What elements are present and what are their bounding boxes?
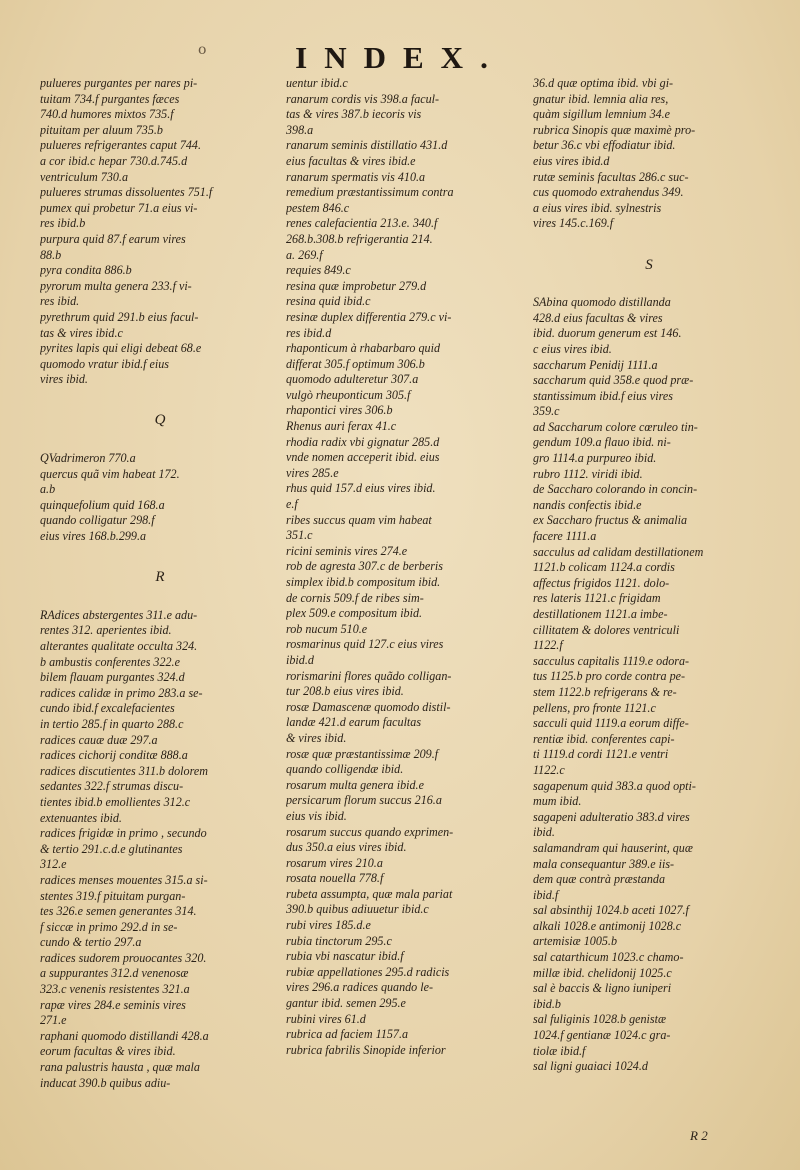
index-entry-line: QVadrimeron 770.a	[40, 451, 136, 466]
index-entry-line: persicarum florum succus 216.a	[286, 793, 442, 808]
index-entry-line: 359.c	[533, 404, 560, 419]
index-entry-line: vires ibid.	[40, 372, 88, 387]
index-entry-line: rubia tinctorum 295.c	[286, 933, 392, 948]
index-entry-line: 323.c venenis resistentes 321.a	[40, 982, 190, 997]
index-entry-line: raphani quomodo distillandi 428.a	[40, 1028, 209, 1043]
index-entry-line: mala consequantur 389.e iis-	[533, 856, 675, 871]
index-entry-line	[40, 435, 280, 451]
index-entry-line: gnatur ibid. lemnia alia res,	[533, 91, 669, 106]
index-entry-line: stentes 319.f pituitam purgan-	[40, 888, 186, 903]
index-entry-line: rorismarini flores quãdo colligan-	[286, 668, 452, 683]
index-entry-line: 390.b quibus adiuuetur ibid.c	[286, 902, 429, 917]
index-entry-line: tes 326.e semen generantes 314.	[40, 904, 197, 919]
index-entry-line: tas & vires ibid.c	[40, 325, 123, 340]
index-entry-line: pyrites lapis qui eligi debeat 68.e	[40, 341, 202, 356]
page-title: INDEX.	[295, 40, 505, 75]
index-entry-line: ribes succus quam vim habeat	[286, 512, 432, 527]
index-entry-line: a cor ibid.c hepar 730.d.745.d	[40, 153, 188, 168]
index-entry-line: 351.c	[286, 528, 313, 543]
index-entry-line: radices calidæ in primo 283.a se-	[40, 685, 203, 700]
index-entry-line: tus 1125.b pro corde contra pe-	[533, 669, 686, 684]
index-entry-line: rubeta assumpta, quæ mala pariat	[286, 886, 453, 901]
index-entry-line: rob de agresta 307.c de berberis	[286, 559, 443, 574]
index-entry-line: b ambustis conferentes 322.e	[40, 654, 180, 669]
index-entry-line: pituitam per aluum 735.b	[40, 122, 163, 137]
index-entry-line: a.b	[40, 482, 56, 497]
index-entry-line	[40, 545, 280, 561]
index-entry-line: RAdices abstergentes 311.e adu-	[40, 607, 198, 622]
index-entry-line: simplex ibid.b compositum ibid.	[286, 575, 441, 589]
index-entry-line: in tertio 285.f in quarto 288.c	[40, 716, 184, 731]
index-entry-line: nandis confectis ibid.e	[533, 497, 642, 512]
index-entry-line: cundo ibid.f excalefacientes	[40, 701, 175, 716]
index-entry-line: ibid. duorum generum est 146.	[533, 326, 682, 341]
index-entry-line: 36.d quæ optima ibid. vbi gi-	[533, 76, 674, 90]
index-entry-line: SAbina quomodo distillanda	[533, 295, 671, 310]
index-entry-line: alterantes qualitate occulta 324.	[40, 639, 198, 653]
index-entry-line: rutæ seminis facultas 286.c suc-	[533, 169, 689, 184]
index-entry-line: 1024.f gentianæ 1024.c gra-	[533, 1028, 671, 1043]
index-entry-line: gantur ibid. semen 295.e	[286, 996, 406, 1011]
index-entry-line: rubini vires 61.d	[286, 1011, 366, 1026]
index-entry-line: tientes ibid.b emollientes 312.c	[40, 794, 191, 809]
index-entry-line: dem quæ contrà præstanda	[533, 872, 666, 887]
index-entry-line: gendum 109.a flauo ibid. ni-	[533, 435, 671, 450]
index-entry-line: inducat 390.b quibus adiu-	[40, 1075, 171, 1090]
index-entry-line: dus 350.a eius vires ibid.	[286, 840, 407, 855]
index-entry-line: rosæ quæ præstantissimæ 209.f	[286, 746, 439, 761]
index-entry-line: rosarum succus quando exprimen-	[286, 824, 454, 839]
index-entry-line: gro 1114.a purpureo ibid.	[533, 451, 657, 466]
index-entry-line: rubrica ad faciem 1157.a	[286, 1027, 409, 1042]
index-entry-line: rhapontici vires 306.b	[286, 403, 393, 418]
index-entry-line: stem 1122.b refrigerans & re-	[533, 684, 677, 699]
index-entry-line: renes calefacientia 213.e. 340.f	[286, 216, 438, 231]
index-entry-line: saccharum quid 358.e quod præ-	[533, 373, 694, 388]
index-entry-line: resinæ duplex differentia 279.c vi-	[286, 309, 452, 324]
index-entry-line: ibid.f	[533, 887, 559, 902]
index-entry-line: tiolæ ibid.f	[533, 1043, 586, 1058]
index-entry-line: rana palustris hausta , quæ mala	[40, 1060, 200, 1075]
index-entry-line: & vires ibid.	[286, 730, 347, 745]
index-entry-line: de cornis 509.f de ribes sim-	[286, 590, 424, 605]
index-entry-line: de Saccharo colorando in concin-	[533, 482, 698, 497]
index-entry-line: sagapenum quid 383.a quod opti-	[533, 778, 696, 793]
index-entry-line: 88.b	[40, 247, 62, 262]
index-entry-line: rubrica fabrilis Sinopide inferior	[286, 1042, 446, 1057]
index-entry-line: rob nucum 510.e	[286, 621, 368, 636]
index-entry-line: f siccæ in primo 292.d in se-	[40, 919, 178, 934]
index-entry-line: eius vis ibid.	[286, 808, 347, 823]
index-entry-line: res ibid.	[40, 294, 80, 309]
index-entry-line	[533, 232, 765, 248]
index-entry-line: 1121.b colicam 1124.a cordis	[533, 560, 675, 575]
index-entry-line: extenuantes ibid.	[40, 810, 122, 825]
index-entry-line: ibid.d	[286, 652, 314, 667]
index-entry-line: rubi vires 185.d.e	[286, 918, 371, 933]
index-entry-line: 1122.f	[533, 638, 563, 653]
index-entry-line: stantissimum ibid.f eius vires	[533, 388, 673, 403]
index-entry-line: sal ligni guaiaci 1024.d	[533, 1059, 648, 1074]
index-entry-line: ventriculum 730.a	[40, 169, 128, 184]
index-entry-line: rosata nouella 778.f	[286, 871, 384, 886]
index-entry-line: mum ibid.	[533, 794, 582, 809]
index-column-1	[40, 76, 280, 1091]
index-entry-line: a eius vires ibid. sylnestris	[533, 200, 662, 215]
index-entry-line: quàm sigillum lemnium 34.e	[533, 107, 671, 122]
index-entry-line: quando colligatur 298.f	[40, 513, 155, 528]
index-entry-line: c eius vires ibid.	[533, 341, 612, 356]
index-entry-line: plex 509.e compositum ibid.	[286, 606, 423, 621]
index-entry-line: ricini seminis vires 274.e	[286, 543, 408, 558]
index-entry-line: ad Saccharum colore cœruleo tin-	[533, 419, 698, 434]
index-entry-line: rubia vbi nascatur ibid.f	[286, 949, 404, 964]
index-entry-line: rubiæ appellationes 295.d radicis	[286, 964, 450, 979]
index-entry-line: resina quid ibid.c	[286, 294, 371, 309]
index-entry-line: radices menses mouentes 315.a si-	[40, 872, 208, 887]
index-entry-line: pumex qui probetur 71.a eius vi-	[40, 200, 198, 215]
printer-mark: o	[198, 42, 207, 58]
index-entry-line: pellens, pro fronte 1121.c	[533, 700, 656, 715]
index-entry-line: ranarum cordis vis 398.a facul-	[286, 91, 440, 106]
index-entry-line: 271.e	[40, 1013, 67, 1028]
index-entry-line: eius facultas & vires ibid.e	[286, 153, 416, 168]
index-entry-line: radices frigidæ in primo , secundo	[40, 826, 207, 841]
index-entry-line: sacculus ad calidam destillationem	[533, 544, 704, 559]
section-letter: Q	[154, 412, 166, 429]
index-entry-line: ibid.b	[533, 996, 561, 1011]
index-entry-line: 428.d eius facultas & vires	[533, 310, 663, 325]
index-entry-line: radices cichorij conditæ 888.a	[40, 748, 188, 763]
index-column-2	[286, 76, 526, 1058]
index-entry-line: differat 305.f optimum 306.b	[286, 356, 425, 371]
index-entry-line: res lateris 1121.c frigidam	[533, 591, 661, 606]
index-entry-line: rhaponticum à rhabarbaro quid	[286, 341, 440, 356]
index-entry-line: vulgò rheuponticum 305.f	[286, 387, 411, 402]
index-entry-line: salamandram qui hauserint, quæ	[533, 840, 693, 855]
index-entry-line: Rhenus auri ferax 41.c	[286, 419, 397, 434]
index-entry-line: affectus frigidos 1121. dolo-	[533, 575, 670, 590]
index-entry-line: vires 285.e	[286, 465, 339, 480]
catchword: R 2	[690, 1128, 708, 1143]
index-entry-line: ranarum seminis distillatio 431.d	[286, 138, 448, 153]
index-entry-line	[533, 280, 765, 296]
index-entry-line: pulueres purgantes per nares pi-	[40, 76, 198, 90]
index-entry-line: sacculus capitalis 1119.e odora-	[533, 653, 690, 668]
index-entry-line: destillationem 1121.a imbe-	[533, 607, 668, 621]
index-entry-line: e.f	[286, 497, 298, 512]
index-entry-line: pyra condita 886.b	[40, 263, 132, 278]
index-entry-line: purpura quid 87.f earum vires	[40, 231, 186, 246]
index-entry-line: tur 208.b eius vires ibid.	[286, 684, 404, 699]
index-entry-line: requies 849.c	[286, 263, 351, 278]
index-entry-line: uentur ibid.c	[286, 76, 348, 90]
index-entry-line: cillitatem & dolores ventriculi	[533, 622, 680, 637]
index-column-3	[533, 76, 765, 1075]
index-entry-line: quinquefolium quid 168.a	[40, 497, 165, 512]
index-entry-line: landæ 421.d earum facultas	[286, 715, 422, 730]
index-entry-line: quando colligendæ ibid.	[286, 762, 404, 777]
index-entry-line: eorum facultas & vires ibid.	[40, 1044, 176, 1059]
index-entry-line: radices cauæ duæ 297.a	[40, 732, 158, 747]
index-entry-line: sacculi quid 1119.a eorum diffe-	[533, 716, 689, 731]
index-entry-line: saccharum Penidij 1111.a	[533, 357, 658, 372]
index-entry-line: cundo & tertio 297.a	[40, 935, 142, 950]
index-entry-line: betur 36.c vbi effodiatur ibid.	[533, 138, 676, 153]
index-entry-line	[40, 388, 280, 404]
index-entry-line: sagapeni adulteratio 383.d vires	[533, 809, 690, 824]
index-entry-line: pulueres strumas dissoluentes 751.f	[40, 185, 213, 200]
index-entry-line: rubro 1112. viridi ibid.	[533, 466, 643, 481]
index-entry-line: pestem 846.c	[286, 200, 350, 215]
index-entry-line: 268.b.308.b refrigerantia 214.	[286, 231, 433, 246]
index-entry-line: facere 1111.a	[533, 529, 597, 544]
index-entry-line: vires 296.a radices quando le-	[286, 980, 434, 995]
index-entry-line: ti 1119.d cordi 1121.e ventri	[533, 747, 669, 762]
index-entry-line: 740.d humores mixtos 735.f	[40, 107, 174, 122]
index-entry-line: rentiæ ibid. conferentes capi-	[533, 731, 675, 746]
index-entry-line: sal è baccis & ligno iuniperi	[533, 981, 672, 996]
index-entry-line: rosarum multa genera ibid.e	[286, 777, 424, 792]
index-entry-line: sal absinthij 1024.b aceti 1027.f	[533, 903, 689, 918]
index-entry-line: rosæ Damascenæ quomodo distil-	[286, 699, 451, 714]
index-entry-line: quomodo vratur ibid.f eius	[40, 356, 169, 371]
index-entry-line: artemisiæ 1005.b	[533, 934, 617, 949]
index-entry-line: tuitam 734.f purgantes fæces	[40, 91, 180, 106]
index-entry-line: sedantes 322.f strumas discu-	[40, 779, 184, 794]
index-entry-line: rapæ vires 284.e seminis vires	[40, 997, 186, 1012]
index-entry-line: pyrethrum quid 291.b eius facul-	[40, 309, 199, 324]
index-entry-line: 312.e	[40, 857, 67, 872]
index-entry-line: 1122.c	[533, 762, 565, 777]
index-entry-line	[40, 592, 280, 608]
index-entry-line: rubrica Sinopis quæ maximè pro-	[533, 122, 696, 137]
index-entry-line: radices discutientes 311.b dolorem	[40, 763, 208, 778]
index-entry-line: res ibid.d	[286, 325, 332, 340]
index-entry-line: millæ ibid. chelidonij 1025.c	[533, 965, 672, 980]
index-entry-line: eius vires 168.b.299.a	[40, 529, 147, 544]
index-entry-line: a suppurantes 312.d venenosæ	[40, 966, 189, 981]
section-letter: S	[645, 256, 653, 273]
index-entry-line: sal fuliginis 1028.b genistæ	[533, 1012, 667, 1027]
index-entry-line: vnde nomen acceperit ibid. eius	[286, 450, 440, 465]
index-entry-line: tas & vires 387.b iecoris vis	[286, 107, 422, 122]
index-entry-line: radices sudorem prouocantes 320.	[40, 950, 207, 965]
index-entry-line: bilem flauam purgantes 324.d	[40, 670, 185, 685]
index-entry-line: rosarum vires 210.a	[286, 855, 383, 870]
index-entry-line: ex Saccharo fructus & animalia	[533, 513, 688, 528]
index-entry-line: quomodo adulteretur 307.a	[286, 372, 419, 387]
index-entry-line: eius vires ibid.d	[533, 153, 610, 168]
index-entry-line: rentes 312. aperientes ibid.	[40, 623, 172, 638]
index-entry-line: pyrorum multa genera 233.f vi-	[40, 278, 192, 293]
index-entry-line: ibid.	[533, 825, 555, 840]
index-entry-line: res ibid.b	[40, 216, 86, 231]
index-entry-line: vires 145.c.169.f	[533, 216, 614, 231]
index-entry-line: rosmarinus quid 127.c eius vires	[286, 637, 444, 652]
index-entry-line: ranarum spermatis vis 410.a	[286, 169, 426, 184]
index-entry-line: 398.a	[286, 122, 314, 137]
index-entry-line: remedium præstantissimum contra	[286, 185, 454, 200]
index-entry-line: rhus quid 157.d eius vires ibid.	[286, 481, 436, 496]
index-entry-line: rhodia radix vbi gignatur 285.d	[286, 434, 440, 449]
index-entry-line: pulueres refrigerantes caput 744.	[40, 138, 202, 153]
index-entry-line: alkali 1028.e antimonij 1028.c	[533, 918, 682, 933]
index-entry-line: a. 269.f	[286, 247, 323, 262]
index-entry-line: resina quæ improbetur 279.d	[286, 278, 427, 293]
index-entry-line: sal catarthicum 1023.c chamo-	[533, 950, 684, 965]
index-entry-line: cus quomodo extrahendus 349.	[533, 185, 684, 200]
index-entry-line: & tertio 291.c.d.e glutinantes	[40, 841, 183, 856]
index-entry-line: quercus quã vim habeat 172.	[40, 466, 180, 481]
section-letter: R	[155, 569, 165, 586]
